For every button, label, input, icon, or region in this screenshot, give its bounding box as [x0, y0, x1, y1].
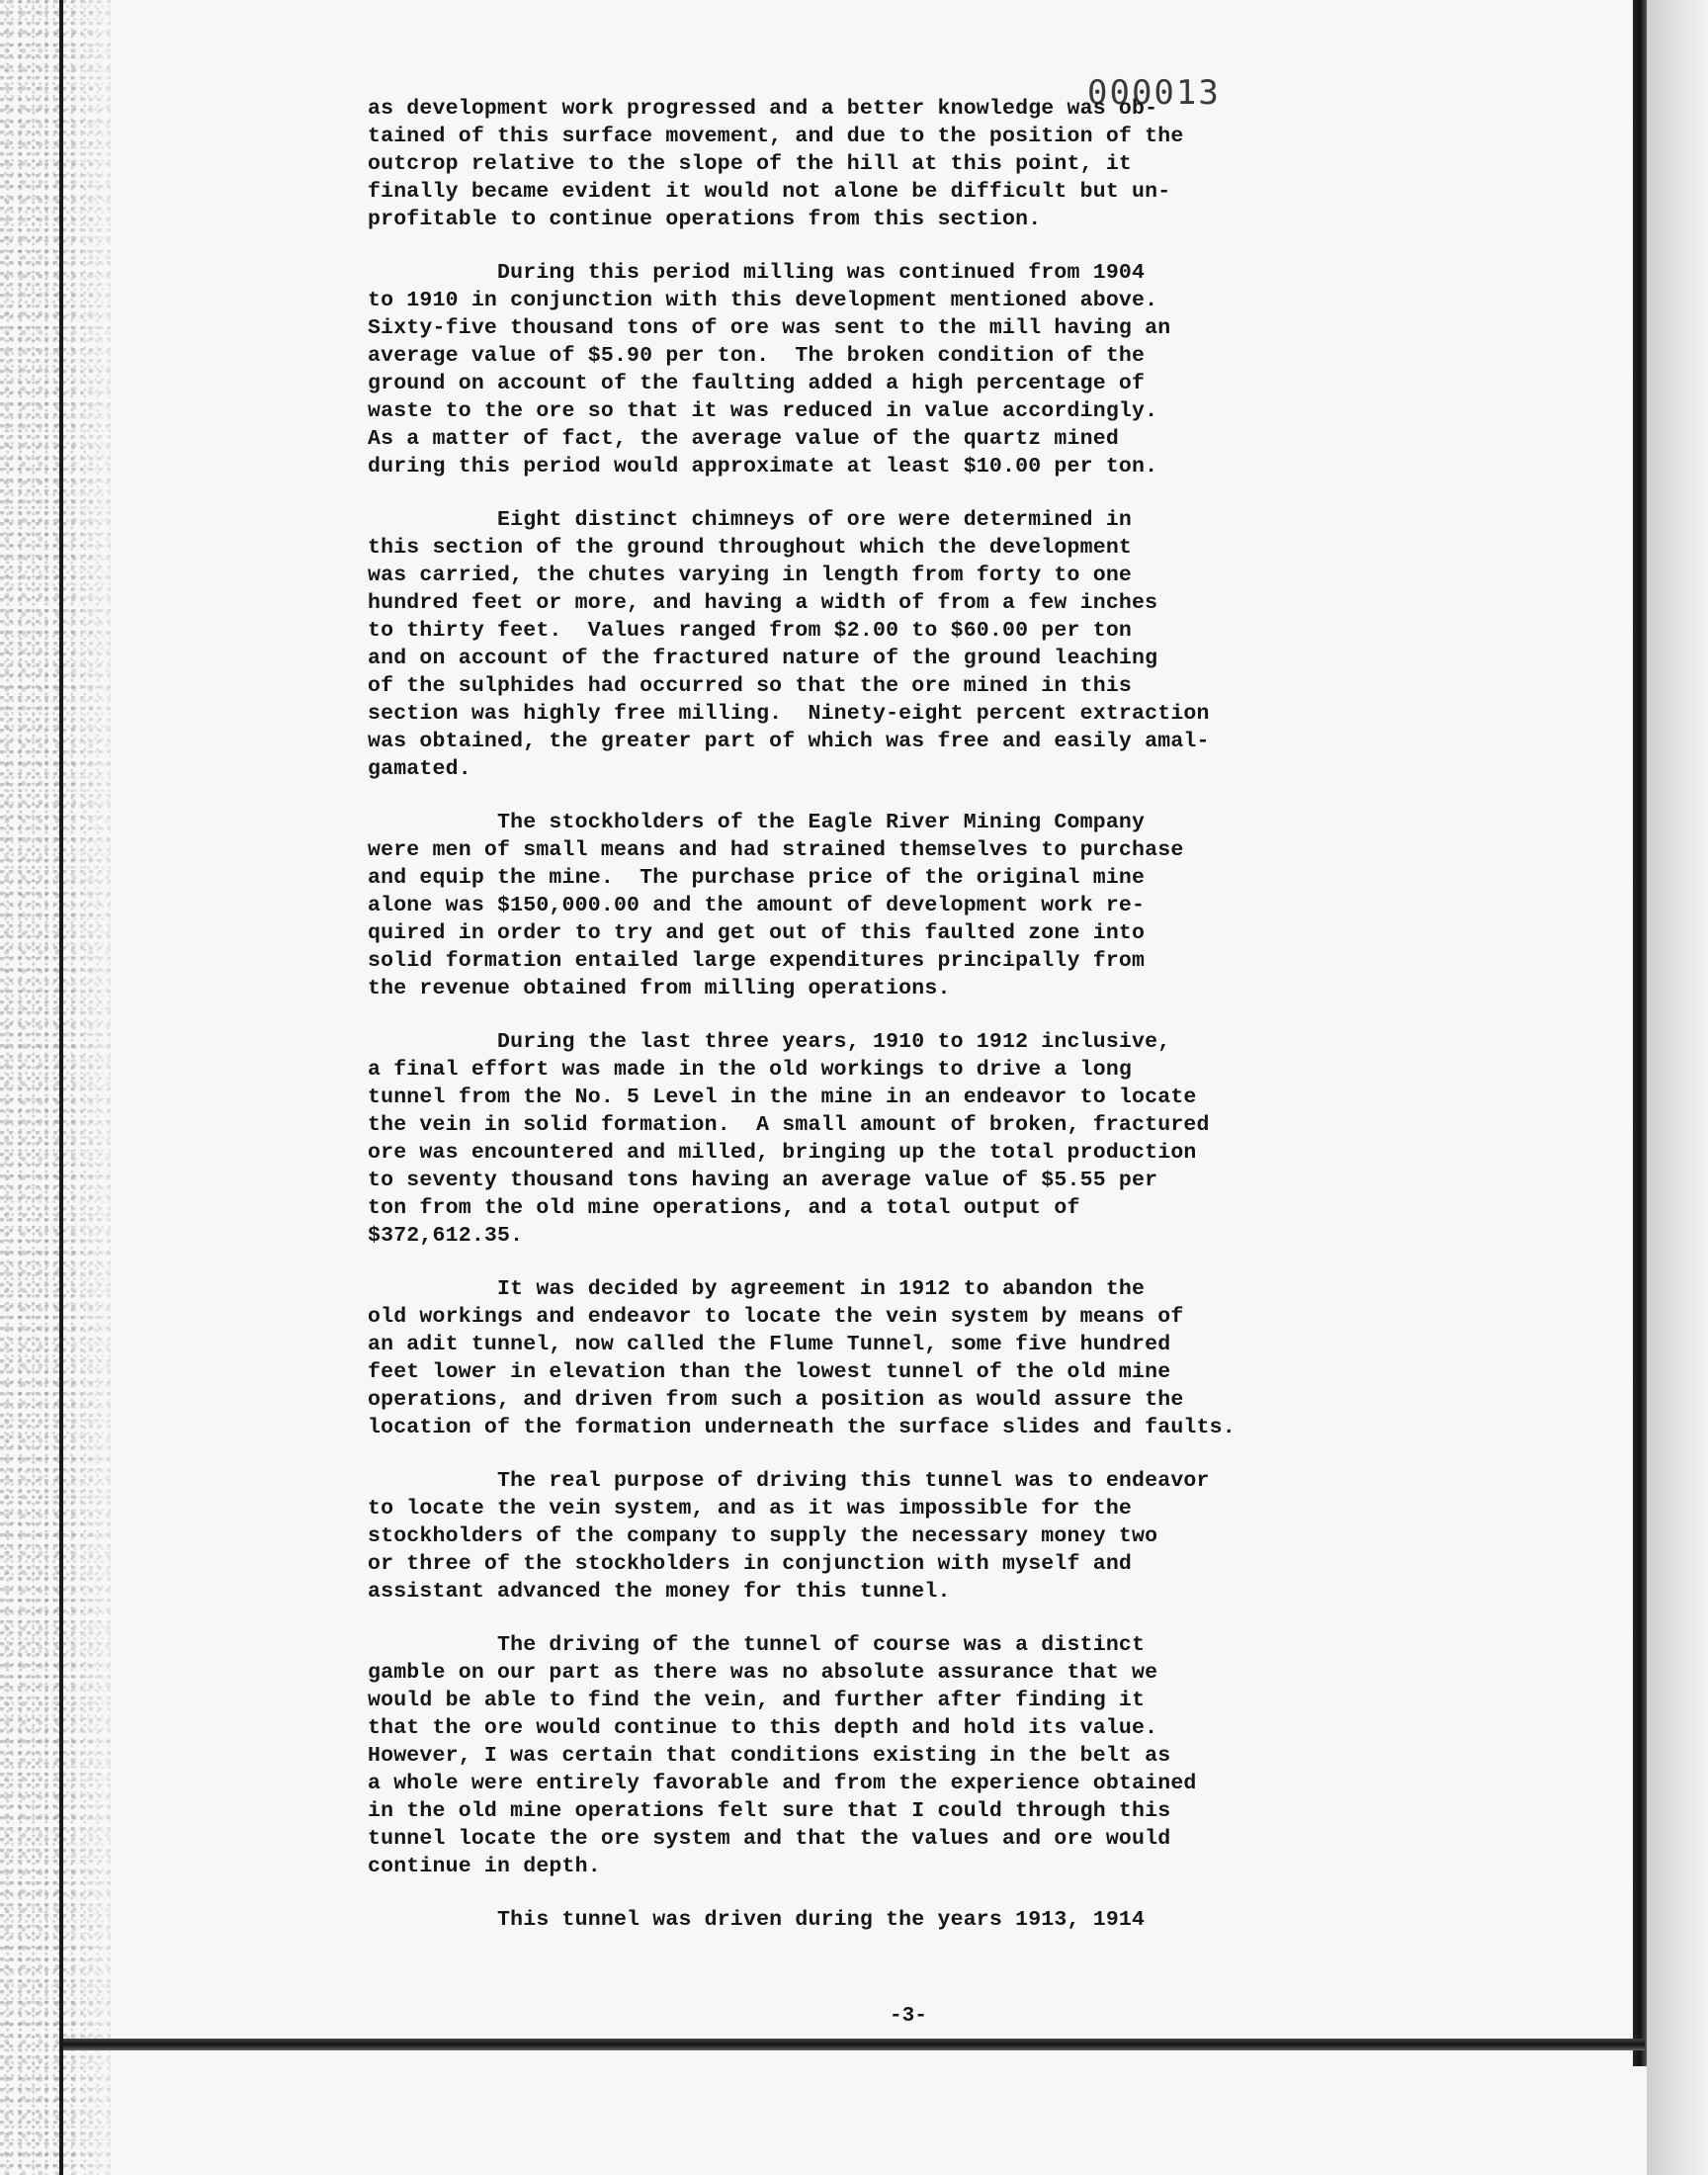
text-line: location of the formation underneath the surface slides and faults. — [368, 1416, 1236, 1439]
text-line: The driving of the tunnel of course was a distinct — [368, 1633, 1146, 1657]
text-line: average value of $5.90 per ton. The broken condition of the — [368, 344, 1146, 368]
text-line: hundred feet or more, and having a width of from a few inches — [368, 591, 1158, 615]
bottom-page-border — [63, 2039, 1645, 2050]
paragraph — [368, 1467, 1494, 1606]
text-line: tunnel from the No. 5 Level in the mine in an endeavor to locate — [368, 1086, 1197, 1109]
text-line: an adit tunnel, now called the Flume Tunnel, some five hundred — [368, 1333, 1171, 1356]
text-line: was carried, the chutes varying in length from forty to one — [368, 564, 1133, 587]
text-line: feet lower in elevation than the lowest tunnel of the old mine — [368, 1360, 1171, 1384]
text-line: as development work progressed and a better knowledge was ob- — [368, 97, 1158, 121]
body-text — [368, 95, 1494, 1959]
text-line: alone was $150,000.00 and the amount of development work re- — [368, 894, 1146, 917]
text-line: stockholders of the company to supply the necessary money two — [368, 1524, 1158, 1548]
text-line: It was decided by agreement in 1912 to abandon the — [368, 1277, 1146, 1301]
right-page-border — [1633, 0, 1647, 2066]
text-line: continue in depth. — [368, 1855, 601, 1878]
text-line: was obtained, the greater part of which was free and easily amal- — [368, 730, 1210, 753]
text-line: Sixty-five thousand tons of ore was sent to the mill having an — [368, 316, 1171, 340]
paragraph — [368, 1906, 1494, 1934]
stamp-number: 000013 — [1087, 73, 1221, 113]
text-line: ground on account of the faulting added a high percentage of — [368, 372, 1146, 395]
text-line: the vein in solid formation. A small amount of broken, fractured — [368, 1113, 1210, 1137]
text-line: would be able to find the vein, and further after finding it — [368, 1689, 1146, 1712]
edge-fade — [59, 0, 138, 2175]
paragraph — [368, 259, 1494, 480]
text-line: gamble on our part as there was no absolute assurance that we — [368, 1661, 1158, 1685]
text-line: to locate the vein system, and as it was impossible for the — [368, 1497, 1133, 1521]
text-line: the revenue obtained from milling operations. — [368, 977, 951, 1000]
text-line: and on account of the fractured nature of the ground leaching — [368, 647, 1158, 670]
text-line: During this period milling was continued from 1904 — [368, 261, 1146, 285]
text-line: in the old mine operations felt sure that I could through this — [368, 1799, 1171, 1823]
paragraph — [368, 95, 1494, 233]
paragraph — [368, 506, 1494, 783]
text-line: However, I was certain that conditions existing in the belt as — [368, 1744, 1171, 1768]
text-line: assistant advanced the money for this tunnel. — [368, 1580, 951, 1604]
text-line: Eight distinct chimneys of ore were determined in — [368, 508, 1133, 532]
text-line: operations, and driven from such a position as would assure the — [368, 1388, 1184, 1412]
text-line: tained of this surface movement, and due to the position of the — [368, 125, 1184, 148]
text-line: to seventy thousand tons having an average value of $5.55 per — [368, 1169, 1158, 1192]
text-line: to thirty feet. Values ranged from $2.00 to $60.00 per ton — [368, 619, 1133, 643]
page-number: -3- — [890, 2005, 927, 2028]
text-line: this section of the ground throughout which the development — [368, 536, 1133, 560]
text-line: section was highly free milling. Ninety-eight percent extraction — [368, 702, 1210, 726]
text-line: profitable to continue operations from this section. — [368, 208, 1042, 231]
text-line: As a matter of fact, the average value of the quartz mined — [368, 427, 1119, 451]
text-line: This tunnel was driven during the years 1913, 1914 — [368, 1908, 1146, 1932]
text-line: a whole were entirely favorable and from the experience obtained — [368, 1772, 1197, 1795]
paragraph — [368, 1275, 1494, 1441]
text-line: old workings and endeavor to locate the vein system by means of — [368, 1305, 1184, 1329]
text-line: tunnel locate the ore system and that the values and ore would — [368, 1827, 1171, 1851]
text-line: finally became evident it would not alone be difficult but un- — [368, 180, 1171, 204]
text-line: ore was encountered and milled, bringing up the total production — [368, 1141, 1197, 1165]
text-line: During the last three years, 1910 to 1912 inclusive, — [368, 1030, 1171, 1054]
text-line: a final effort was made in the old workings to drive a long — [368, 1058, 1133, 1082]
text-line: $372,612.35. — [368, 1224, 524, 1248]
text-line: The stockholders of the Eagle River Mining Company — [368, 811, 1146, 834]
text-line: The real purpose of driving this tunnel was to endeavor — [368, 1469, 1210, 1493]
left-page-border — [59, 0, 63, 2175]
right-page-shadow — [1647, 0, 1708, 2175]
text-line: or three of the stockholders in conjunction with myself and — [368, 1552, 1133, 1576]
text-line: ton from the old mine operations, and a total output of — [368, 1196, 1080, 1220]
paragraph — [368, 809, 1494, 1002]
text-line: quired in order to try and get out of this faulted zone into — [368, 921, 1146, 945]
text-line: outcrop relative to the slope of the hill at this point, it — [368, 152, 1133, 176]
paragraph — [368, 1631, 1494, 1880]
text-line: waste to the ore so that it was reduced in value accordingly. — [368, 399, 1158, 423]
text-line: and equip the mine. The purchase price of the original mine — [368, 866, 1146, 890]
text-line: that the ore would continue to this depth and hold its value. — [368, 1716, 1158, 1740]
paragraph — [368, 1028, 1494, 1250]
text-line: to 1910 in conjunction with this development mentioned above. — [368, 289, 1158, 312]
text-line: during this period would approximate at least $10.00 per ton. — [368, 455, 1158, 478]
text-line: of the sulphides had occurred so that the ore mined in this — [368, 674, 1133, 698]
text-line: solid formation entailed large expenditures principally from — [368, 949, 1146, 973]
text-line: gamated. — [368, 757, 471, 781]
text-line: were men of small means and had strained themselves to purchase — [368, 838, 1184, 862]
